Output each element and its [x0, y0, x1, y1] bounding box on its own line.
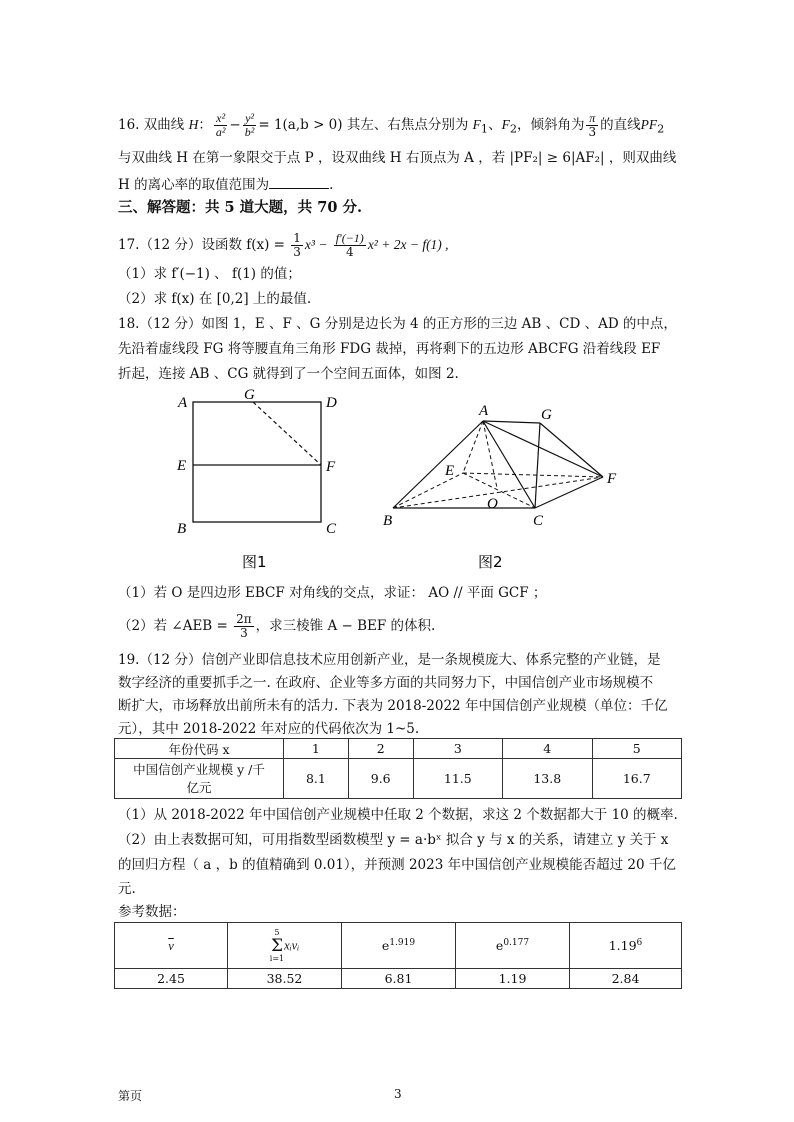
footer-label: 第页	[118, 1089, 143, 1103]
ref-value: 2.84	[570, 969, 682, 989]
q16-line2: 与双曲线 H 在第一象限交于点 P ，设双曲线 H 右顶点为 A ，若 |PF₂| ≥ 6|AF₂| ，则双曲线	[118, 150, 677, 166]
ref-value: 2.45	[115, 969, 228, 989]
q17-part1: （1）求 f′(−1) 、 f(1) 的值；	[118, 266, 301, 282]
q17-frac-deriv	[334, 232, 366, 259]
q18-p2-stem: （2）若 ∠AEB =	[118, 618, 228, 634]
q19-part2-line2: 的回归方程（ a ，b 的值精确到 0.01），并预测 2023 年中国信创产业规模能否超过 20 千亿	[118, 857, 676, 873]
fig2-label-O: O	[487, 496, 498, 512]
fig2-label-E: E	[445, 463, 455, 479]
q16-line3	[118, 174, 333, 195]
q16-eq-rhs: = 1(a,b > 0)	[258, 117, 343, 133]
q19-part2-line1: （2）由上表数据可知，可用指数型函数模型 y = a·bˣ 拟合 y 与 x 的关系，请建立 y 关于 x	[118, 832, 669, 848]
q19-line4: 元），其中 2018-2022 年对应的代码依次为 1~5.	[118, 721, 420, 737]
q19-part1: （1）从 2018-2022 年中国信创产业规模中任取 2 个数据，求这 2 个数据都大于 10 的概率.	[118, 807, 678, 823]
q18-line3: 折起，连接 AB 、CG 就得到了一个空间五面体，如图 2.	[118, 366, 459, 382]
fig2-label-C: C	[533, 513, 544, 529]
q16-three: 3	[588, 125, 597, 139]
q16-line-text: 的直线	[600, 117, 641, 133]
table-code: 4	[503, 739, 592, 759]
q17-one: 1	[293, 231, 301, 245]
fig1-gf	[253, 402, 321, 465]
q16-line1: 16. 双曲线 H： $\frac{\text{x²}}{\text{a²}}$ − $\frac{\text{y²}}{\text{b²}}$ = 1(a,b > 0) 其左、右焦点分别为 $F_1$、$F_2$，倾斜角为 $\frac{\pi}{3}$ 的直线$PF_2$	[118, 111, 665, 139]
fig2-label-A: A	[479, 403, 489, 419]
table-value: 8.1	[284, 759, 349, 799]
q16-foci-text: 其左、右焦点分别为	[346, 117, 469, 133]
table-code: 5	[592, 739, 682, 759]
ref-header-e2	[456, 923, 570, 969]
q17-frac-third	[291, 232, 303, 259]
q19-ref-title: 参考数据：	[118, 904, 186, 920]
ref-value: 6.81	[342, 969, 456, 989]
page-number: 3	[394, 1087, 402, 1101]
q17-fnum: f′(−1)	[335, 231, 364, 245]
q16-frac-x: $\frac{\text{x²}}{\text{a²}}$	[215, 111, 226, 139]
fig1-label-C: C	[326, 521, 337, 537]
q19-line2: 数字经济的重要抓手之一. 在政府、企业等多方面的共同努力下，中国信创产业市场规模不	[118, 675, 654, 691]
q16-sub1: 1	[480, 122, 489, 136]
table-value: 16.7	[592, 759, 682, 799]
ref-value: 1.19	[456, 969, 570, 989]
q19-line3: 断扩大，市场释放出前所未有的活力. 下表为 2018-2022 年中国信创产业规模（单位：千亿	[118, 698, 668, 714]
q16-label: 16. 双曲线	[118, 117, 185, 133]
sum-upper-limit: 5	[274, 927, 280, 937]
q17-line1	[118, 232, 449, 259]
e2-exp: 0.177	[503, 937, 530, 948]
q17-part2: （2）求 f(x) 在 [0,2] 上的最值.	[118, 291, 312, 307]
q19-part2-line3: 元.	[118, 881, 136, 897]
section-3-heading: 三、解答题：共 5 道大题，共 70 分.	[118, 199, 363, 216]
ref-header-pow	[570, 923, 682, 969]
q17-four: 4	[345, 245, 354, 259]
q16-frac-pi	[586, 112, 598, 139]
fig1-label-G: G	[244, 387, 255, 403]
q17-x3: x³ −	[304, 237, 328, 252]
q16-H: H	[188, 117, 199, 132]
q18-p2-num: 2π	[236, 612, 252, 626]
figure-2	[375, 395, 635, 585]
q16-frac-y: $\frac{\text{y²}}{\text{b²}}$	[244, 111, 255, 139]
q19-data-table	[114, 738, 682, 799]
fig2-caption: 图2	[478, 553, 503, 571]
fig1-label-B: B	[177, 521, 187, 537]
q18-line1: 18.（12 分）如图 1，E 、F 、G 分别是边长为 4 的正方形的三边 AB 、CD 、AD 的中点，	[118, 316, 677, 332]
fig2-label-B: B	[383, 513, 393, 529]
q16-line3-end: .	[329, 177, 334, 193]
ref-header-e1	[342, 923, 456, 969]
q18-p2-den: 3	[240, 626, 248, 640]
q16-line3-text: H 的离心率的取值范围为	[118, 177, 270, 193]
figure-1	[160, 385, 360, 585]
fig2-label-F: F	[607, 471, 617, 487]
fig1-caption: 图1	[242, 553, 267, 571]
fig1-label-E: E	[177, 458, 187, 474]
e1-exp: 1.919	[389, 937, 416, 948]
q16-angle-text: ，倾斜角为	[516, 117, 585, 133]
table-code: 3	[413, 739, 502, 759]
ref-header-vbar: $\overline{v}$	[115, 923, 228, 969]
q16-PF2: PF	[640, 117, 658, 132]
fig1-label-A: A	[178, 395, 188, 411]
q16-sub2: 2	[509, 122, 517, 136]
q17-stem: 17.（12 分）设函数 f(x) =	[118, 237, 285, 253]
fig1-label-F: F	[326, 459, 336, 475]
q18-line2: 先沿着虚线段 FG 将等腰直角三角形 FDG 裁掉，再将剩下的五边形 ABCFG 沿着线段 EF	[118, 341, 661, 357]
q19-line1: 19.（12 分）信创产业即信息技术应用创新产业，是一条规模庞大、体系完整的产业链，是	[118, 652, 661, 668]
fig2-label-G: G	[541, 407, 552, 423]
sum-lower-limit: i=1	[269, 953, 285, 963]
table-code: 2	[348, 739, 413, 759]
q16-F1: F	[472, 117, 481, 132]
table-header-y-line1: 中国信创产业规模 y /千	[133, 761, 265, 777]
ref-header-sum: 5 Σ i=1 xᵢvᵢ	[228, 923, 342, 969]
q18-p2-tail: ，求三棱锥 A − BEF 的体积.	[255, 618, 436, 634]
e1-base: e	[381, 938, 390, 954]
ref-value: 38.52	[228, 969, 342, 989]
pow-exp: 6	[636, 937, 643, 948]
q19-ref-table	[114, 922, 682, 989]
q17-three: 3	[293, 245, 301, 259]
table-header-x: 年份代码 x	[115, 739, 284, 759]
q16-F2: F	[501, 117, 510, 132]
table-header-y-line2: 亿元	[186, 779, 212, 795]
table-header-y	[115, 759, 284, 799]
fig1-square	[193, 402, 321, 522]
q18-part2	[118, 613, 435, 640]
e2-base: e	[495, 938, 504, 954]
q18-frac-angle	[234, 613, 254, 640]
q18-part1: （1）若 O 是四边形 EBCF 对角线的交点，求证： AO // 平面 GCF ；	[118, 585, 547, 601]
q16-pi: π	[586, 112, 598, 126]
answer-blank	[269, 174, 329, 189]
table-value: 11.5	[413, 759, 502, 799]
table-code: 1	[284, 739, 349, 759]
fig1-label-D: D	[326, 395, 337, 411]
table-value: 9.6	[348, 759, 413, 799]
sum-body: xᵢvᵢ	[284, 938, 300, 952]
pow-base: 1.19	[608, 938, 637, 954]
table-value: 13.8	[503, 759, 592, 799]
q17-rest: x² + 2x − f(1) ,	[367, 237, 449, 252]
